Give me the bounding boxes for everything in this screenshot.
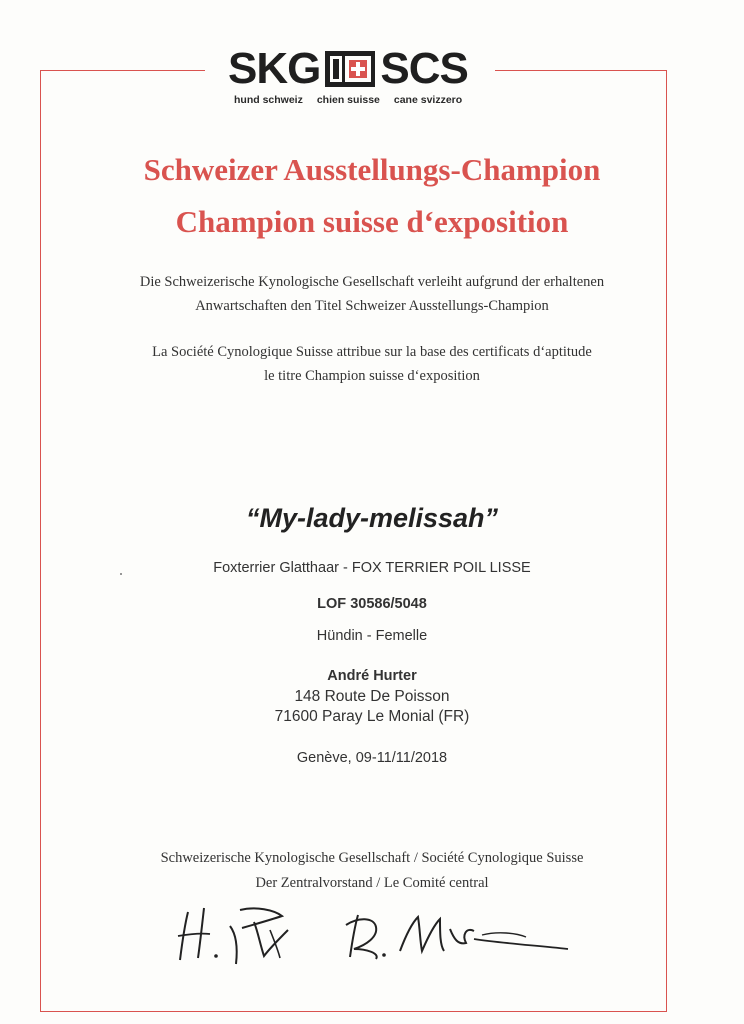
intro-french xyxy=(0,340,744,388)
swiss-dog-emblem-icon xyxy=(322,47,378,91)
dog-name: “My-lady-melissah” xyxy=(245,503,499,533)
logo-scs: SCS xyxy=(380,44,468,93)
logo-sub-de: hund schweiz xyxy=(234,94,303,106)
logo-subtitle xyxy=(234,94,494,106)
title-german: Schweizer Ausstellungs-Champion xyxy=(143,152,601,187)
intro-german-line2: Anwartschaften den Titel Schweizer Ausstellungs-Champion xyxy=(195,298,549,314)
dog-sex: Hündin - Femelle xyxy=(316,628,428,644)
signature-left xyxy=(170,900,300,972)
logo-sub-it: cane svizzero xyxy=(393,94,463,106)
intro-french-line1: La Société Cynologique Suisse attribue sur la base des certificats d‘aptitude xyxy=(152,344,592,360)
owner-address-line2: 71600 Paray Le Monial (FR) xyxy=(274,708,470,725)
intro-french-line2: le titre Champion suisse d‘exposition xyxy=(264,368,480,384)
signature-right xyxy=(340,905,580,965)
dog-breed: Foxterrier Glatthaar - FOX TERRIER POIL LISSE xyxy=(213,560,531,576)
intro-german-line1: Die Schweizerische Kynologische Gesellschaft verleiht aufgrund der erhaltenen xyxy=(139,274,605,290)
owner-name: André Hurter xyxy=(327,668,417,684)
logo-sub-fr: chien suisse xyxy=(316,94,380,106)
owner-address-line1: 148 Route De Poisson xyxy=(294,688,450,705)
footer-committee: Der Zentralvorstand / Le Comité central xyxy=(255,875,489,891)
title-french: Champion suisse d‘exposition xyxy=(175,204,569,239)
skg-scs-logo xyxy=(228,44,488,114)
dog-registration: LOF 30586/5048 xyxy=(317,596,427,612)
footer-organization: Schweizerische Kynologische Gesellschaft / Société Cynologique Suisse xyxy=(160,850,584,866)
logo-skg: SKG xyxy=(228,44,321,93)
place-date: Genève, 09-11/11/2018 xyxy=(296,750,448,766)
intro-german xyxy=(0,270,744,318)
